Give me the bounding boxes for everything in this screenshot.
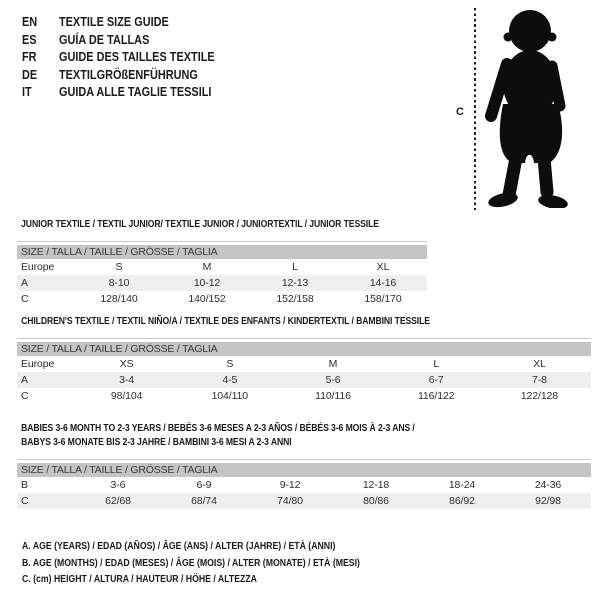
table-size-header: SIZE / TALLA / TAILLE / GRÖSSE / TAGLIA	[17, 463, 591, 477]
row-label: B	[21, 479, 28, 491]
row-label: C	[21, 390, 29, 402]
table-cell: 116/122	[417, 390, 455, 402]
table-cell: 14-16	[369, 277, 397, 289]
table-row	[17, 275, 427, 291]
table-row	[17, 372, 591, 388]
table-cell: M	[202, 261, 212, 273]
table-cell: 12-18	[362, 479, 390, 491]
table-cell: XS	[119, 358, 134, 370]
table-top-rule	[17, 459, 591, 460]
table-cell: 152/158	[276, 293, 314, 305]
note-age-years: A. AGE (YEARS) / EDAD (AÑOS) / ÂGE (ANS) / ALTER (JAHRE) / ETÀ (ANNI)	[22, 540, 336, 552]
section-title	[17, 421, 600, 449]
language-code: ES	[22, 31, 37, 47]
table-cell: 128/140	[100, 293, 138, 305]
table-cell: 92/98	[535, 495, 561, 507]
table-rows	[17, 259, 427, 307]
row-label: A	[21, 277, 28, 289]
table-rows	[17, 356, 591, 404]
table-cell: 18-24	[448, 479, 476, 491]
table-row	[17, 259, 427, 275]
table-cell: S	[226, 358, 234, 370]
table-row	[17, 493, 591, 509]
size-table	[17, 459, 591, 509]
language-label: GUIDE DES TAILLES TEXTILE	[58, 49, 215, 65]
language-row	[22, 13, 215, 31]
table-cell: 12-13	[281, 277, 309, 289]
table-cell: 4-5	[222, 374, 238, 386]
height-measure-dashed-line	[474, 8, 476, 210]
table-cell: 62/68	[105, 495, 131, 507]
section-title	[17, 217, 600, 231]
table-row	[17, 388, 591, 404]
size-table	[17, 241, 427, 307]
language-code: IT	[22, 84, 32, 100]
table-cell: 140/152	[188, 293, 226, 305]
table-size-header: SIZE / TALLA / TAILLE / GRÖSSE / TAGLIA	[17, 342, 591, 356]
language-label: GUÍA DE TALLAS	[58, 31, 150, 47]
language-list	[22, 13, 215, 101]
language-label: TEXTILGRÖßENFÜHRUNG	[58, 66, 198, 82]
language-code: DE	[22, 66, 38, 82]
table-cell: 86/92	[449, 495, 475, 507]
table-cell: 98/104	[110, 390, 143, 402]
table-cell: 158/170	[364, 293, 402, 305]
table-cell: L	[433, 358, 440, 370]
section-title-line: BABIES 3-6 MONTH TO 2-3 YEARS / BEBÉS 3-6 MESES A 2-3 AÑOS / BÉBÉS 3-6 MOIS À 2-3 ANS /	[21, 422, 415, 434]
language-label: TEXTILE SIZE GUIDE	[58, 14, 169, 29]
table-cell: 80/86	[363, 495, 389, 507]
table-cell: 68/74	[191, 495, 217, 507]
table-row	[17, 291, 427, 307]
children-size-section	[17, 314, 600, 404]
row-label: Europe	[21, 261, 55, 273]
table-top-rule	[17, 338, 591, 339]
table-cell: XL	[533, 358, 546, 370]
table-cell: 10-12	[193, 277, 221, 289]
table-row	[17, 477, 591, 493]
table-rows	[17, 477, 591, 509]
table-cell: 104/110	[211, 390, 249, 402]
table-cell: 6-7	[428, 374, 444, 386]
note-age-months: B. AGE (MONTHS) / EDAD (MESES) / ÂGE (MOIS) / ALTER (MONATE) / ETÀ (MESI)	[22, 556, 360, 569]
table-cell: L	[292, 261, 298, 273]
table-cell: 6-9	[196, 479, 212, 491]
section-title	[17, 314, 600, 328]
table-cell: 7-8	[531, 374, 547, 386]
row-label: A	[21, 374, 28, 386]
table-cell: M	[328, 358, 338, 370]
table-cell: 9-12	[279, 479, 301, 491]
language-code: FR	[22, 49, 37, 65]
table-cell: 74/80	[277, 495, 303, 507]
table-cell: XL	[376, 261, 390, 273]
language-row	[22, 31, 215, 49]
language-row	[22, 48, 215, 66]
babies-size-section	[17, 421, 600, 509]
table-row	[17, 356, 591, 372]
height-measure-label: C	[456, 106, 464, 118]
table-top-rule	[17, 241, 427, 242]
table-cell: 8-10	[108, 277, 130, 289]
language-row	[22, 66, 215, 84]
table-cell: 3-6	[110, 479, 126, 491]
table-cell: 122/128	[520, 390, 559, 402]
footnotes	[22, 538, 600, 588]
section-title-line: JUNIOR TEXTILE / TEXTIL JUNIOR/ TEXTILE JUNIOR / JUNIORTEXTIL / JUNIOR TESSILE	[21, 218, 379, 230]
section-title-line: BABYS 3-6 MONATE BIS 2-3 JAHRE / BAMBINI 3-6 MESI A 2-3 ANNI	[21, 436, 292, 448]
language-code: EN	[22, 14, 38, 29]
row-label: Europe	[21, 358, 55, 370]
language-label: GUIDA ALLE TAGLIE TESSILI	[58, 84, 212, 100]
note-height-cm: C. (cm) HEIGHT / ALTURA / HAUTEUR / HÖHE / ALTEZZA	[22, 573, 257, 585]
size-table	[17, 338, 591, 404]
table-cell: 5-6	[325, 374, 341, 386]
junior-size-section	[17, 217, 600, 307]
language-row	[22, 83, 215, 101]
row-label: C	[21, 293, 29, 305]
table-cell: 110/116	[315, 390, 351, 402]
table-cell: 3-4	[119, 374, 135, 386]
section-title-line: CHILDREN'S TEXTILE / TEXTIL NIÑO/A / TEXTILE DES ENFANTS / KINDERTEXTIL / BAMBINI TESSILE	[21, 315, 430, 327]
table-cell: S	[115, 261, 123, 273]
table-cell: 24-36	[534, 479, 562, 491]
row-label: C	[21, 495, 29, 507]
table-size-header: SIZE / TALLA / TAILLE / GRÖSSE / TAGLIA	[17, 245, 427, 259]
toddler-silhouette-image	[482, 6, 584, 208]
